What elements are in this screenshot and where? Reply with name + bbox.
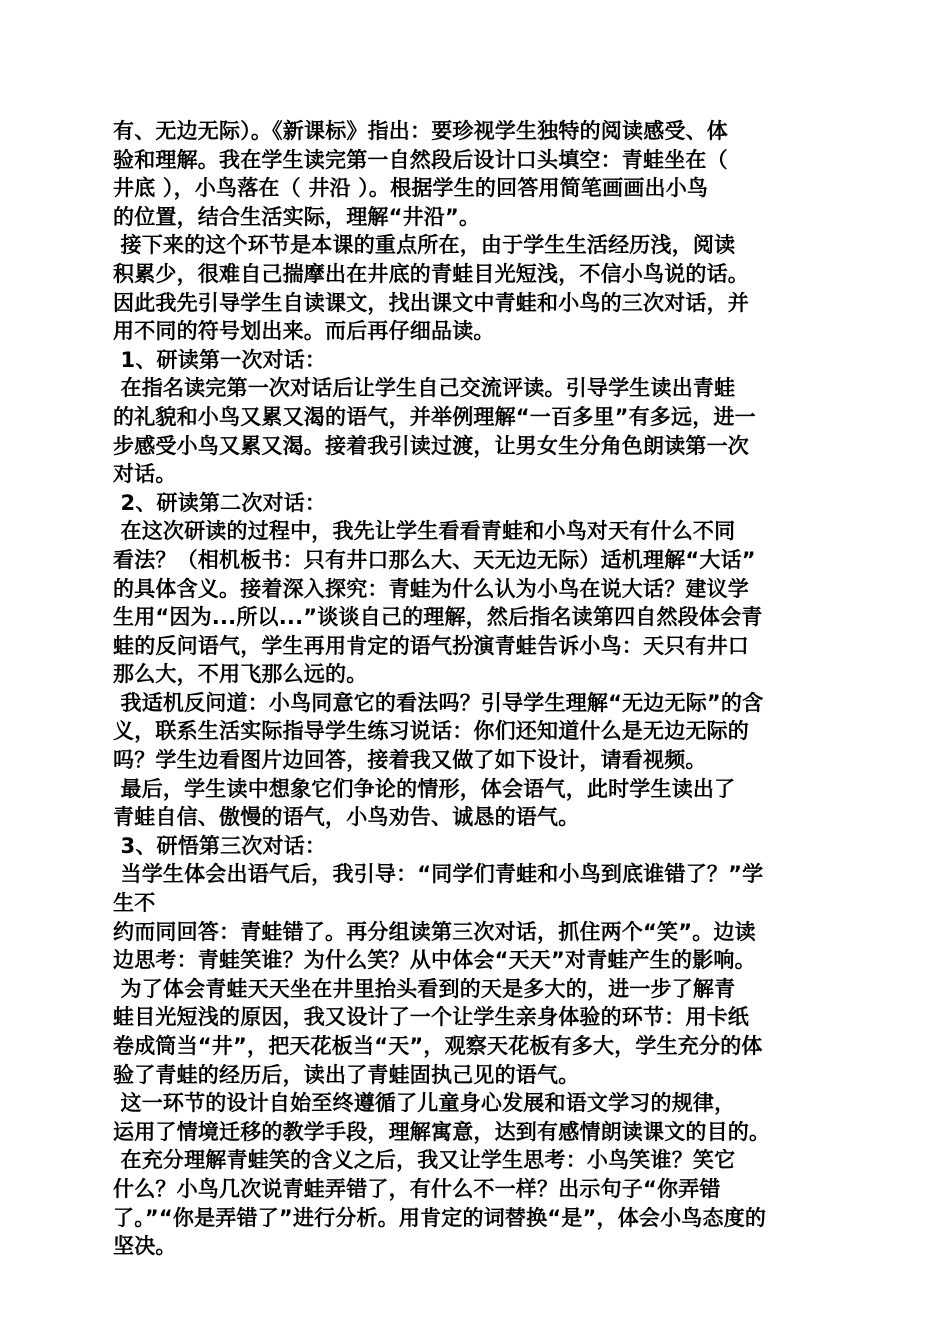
text-line: 在指名读完第一次对话后让学生自己交流评读。引导学生读出青蛙 [113, 376, 736, 401]
text-line: 蛙目光短浅的原因，我又设计了一个让学生亲身体验的环节：用卡纸 [113, 1005, 749, 1030]
text-line: 的具体含义。接着深入探究：青蛙为什么认为小鸟在说大话？建议学 [113, 576, 749, 601]
text-line: 的礼貌和小鸟又累又渴的语气，并举例理解“一百多里”有多远，进一 [113, 404, 756, 429]
text-line: 步感受小鸟又累又渴。接着我引读过渡，让男女生分角色朗读第一次 [113, 433, 749, 458]
text-line: 2、研读第二次对话： [113, 490, 327, 515]
text-line: 边思考：青蛙笑谁？为什么笑？从中体会“天天”对青蛙产生的影响。 [113, 948, 756, 973]
text-line: 坚决。 [113, 1234, 177, 1259]
text-line: 生不 [113, 891, 156, 916]
text-line: 因此我先引导学生自读课文，找出课文中青蛙和小鸟的三次对话，并 [113, 290, 749, 315]
text-line: 验和理解。我在学生读完第一自然段后设计口头填空：青蛙坐在（ [113, 147, 728, 172]
text-line: 那么大，不用飞那么远的。 [113, 662, 368, 687]
text-line: 当学生体会出语气后，我引导：“同学们青蛙和小鸟到底谁错了？”学 [113, 862, 764, 887]
text-line: 吗？学生边看图片边回答，接着我又做了如下设计，请看视频。 [113, 748, 707, 773]
text-line: 卷成筒当“井”，把天花板当“天”，观察天花板有多大，学生充分的体 [113, 1034, 763, 1058]
text-line: 对话。 [113, 462, 177, 487]
text-line: 在充分理解青蛙笑的含义之后，我又让学生思考：小鸟笑谁？笑它 [113, 1148, 736, 1173]
text-line: 3、研悟第三次对话： [113, 833, 327, 858]
text-line: 积累少，很难自己揣摩出在井底的青蛙目光短浅，不信小鸟说的话。 [113, 261, 749, 286]
text-line: 井底 ），小鸟落在（ 井沿 ）。根据学生的回答用简笔画画出小鸟 [113, 176, 709, 201]
text-line: 验了青蛙的经历后，读出了青蛙固执己见的语气。 [113, 1062, 580, 1087]
text-line: 这一环节的设计自始至终遵循了儿童身心发展和语文学习的规律， [113, 1091, 736, 1116]
text-line: 运用了情境迁移的教学手段，理解寓意，达到有感情朗读课文的目的。 [113, 1119, 771, 1144]
text-line: 生用“因为...所以...”谈谈自己的理解，然后指名读第四自然段体会青 [113, 605, 763, 630]
text-line: 了。”“你是弄错了”进行分析。用肯定的词替换“是”，体会小鸟态度的 [113, 1205, 767, 1230]
text-line: 青蛙自信、傲慢的语气，小鸟劝告、诚恳的语气。 [113, 805, 580, 830]
text-line: 接下来的这个环节是本课的重点所在，由于学生生活经历浅，阅读 [113, 233, 736, 258]
text-line: 的位置，结合生活实际，理解“井沿”。 [113, 204, 481, 229]
text-line: 什么？小鸟几次说青蛙弄错了，有什么不一样？出示句子“你弄错 [113, 1176, 721, 1201]
text-line: 在这次研读的过程中，我先让学生看看青蛙和小鸟对天有什么不同 [113, 519, 736, 544]
text-line: 我适机反问道：小鸟同意它的看法吗？引导学生理解“无边无际”的含 [113, 690, 764, 715]
text-line: 有、无边无际）。《新课标》指出：要珍视学生独特的阅读感受、体 [113, 119, 728, 143]
text-line: 义，联系生活实际指导学生练习说话：你们还知道什么是无边无际的 [113, 719, 749, 744]
text-line: 1、研读第一次对话： [113, 347, 327, 372]
text-line: 蛙的反问语气，学生再用肯定的语气扮演青蛙告诉小鸟：天只有井口 [113, 633, 749, 658]
text-line: 为了体会青蛙天天坐在井里抬头看到的天是多大的，进一步了解青 [113, 976, 736, 1001]
body-text [113, 117, 843, 1261]
text-line: 看法？（相机板书：只有井口那么大、天无边无际）适机理解“大话” [113, 547, 756, 572]
text-line: 约而同回答：青蛙错了。再分组读第三次对话，抓住两个“笑”。边读 [113, 919, 756, 944]
text-line: 用不同的符号划出来。而后再仔细品读。 [113, 319, 495, 344]
text-line: 最后，学生读中想象它们争论的情形，体会语气，此时学生读出了 [113, 776, 736, 801]
